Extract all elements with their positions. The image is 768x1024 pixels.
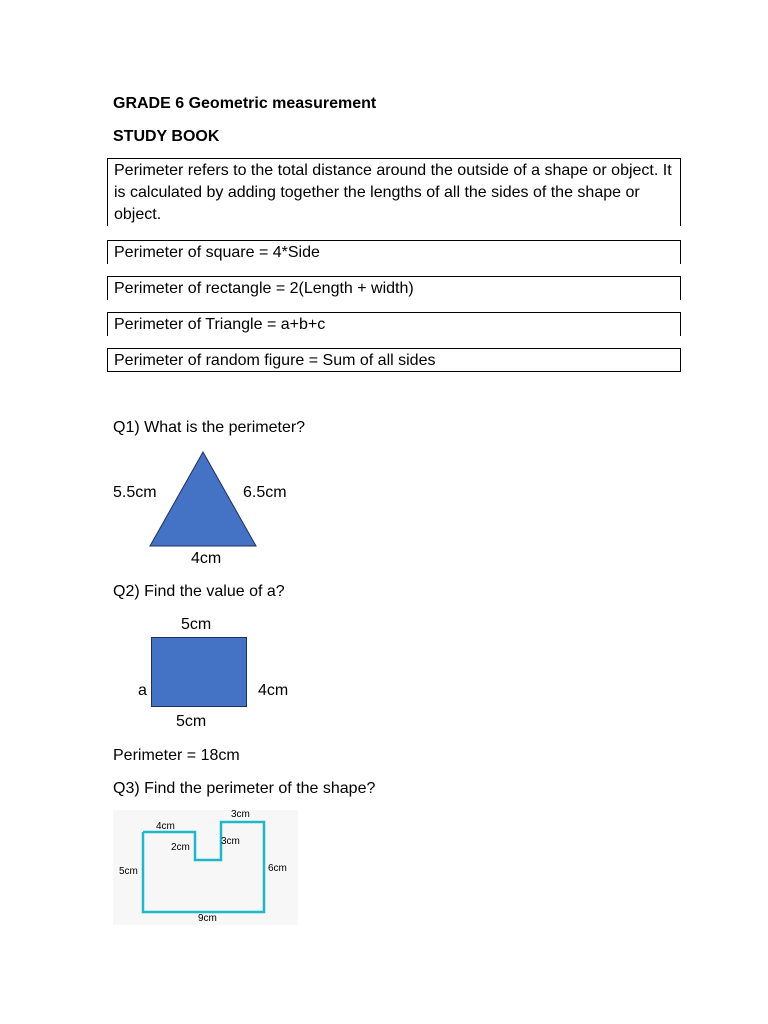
q1-right-side-label: 6.5cm	[243, 484, 287, 501]
q2-right-label: 4cm	[258, 682, 289, 699]
definition-text: Perimeter refers to the total distance around the outside of a shape or object. It is calculated by adding together the lengths of all the sides of the shape or object.	[114, 162, 672, 223]
q3-bottom-label: 9cm	[198, 913, 217, 924]
formula-triangle-text: Perimeter of Triangle = a+b+c	[114, 316, 326, 333]
q2-top-label: 5cm	[181, 616, 212, 633]
q2-perimeter-text: Perimeter = 18cm	[113, 747, 240, 764]
q1-base-label: 4cm	[191, 550, 222, 567]
q3-left-label: 5cm	[119, 866, 138, 877]
q3-right-label: 6cm	[268, 863, 287, 874]
formula-random-text: Perimeter of random figure = Sum of all sides	[114, 352, 436, 369]
q2-question: Q2) Find the value of a?	[113, 583, 285, 600]
definition-box	[107, 158, 681, 226]
formula-triangle	[107, 312, 681, 336]
q3-notch-right-label: 3cm	[221, 836, 240, 847]
page-subtitle: STUDY BOOK	[113, 128, 220, 145]
formula-rectangle-text: Perimeter of rectangle = 2(Length + width)	[114, 280, 414, 297]
formula-rectangle	[107, 276, 681, 300]
formula-random	[107, 348, 681, 372]
q2-bottom-label: 5cm	[176, 713, 207, 730]
q1-left-side-label: 5.5cm	[113, 484, 157, 501]
composite-shape-line	[143, 822, 264, 912]
q3-question: Q3) Find the perimeter of the shape?	[113, 780, 376, 797]
triangle-shape	[150, 452, 256, 546]
formula-square	[107, 240, 681, 264]
q2-rectangle-figure	[151, 637, 248, 708]
q2-left-label: a	[138, 682, 147, 699]
q3-notch-depth-label: 2cm	[171, 842, 190, 853]
q3-top-left-label: 4cm	[156, 821, 175, 832]
q1-question: Q1) What is the perimeter?	[113, 419, 306, 436]
q3-top-right-label: 3cm	[231, 809, 250, 820]
page-title: GRADE 6 Geometric measurement	[113, 95, 377, 112]
formula-square-text: Perimeter of square = 4*Side	[114, 244, 320, 261]
rectangle-shape	[152, 638, 247, 707]
